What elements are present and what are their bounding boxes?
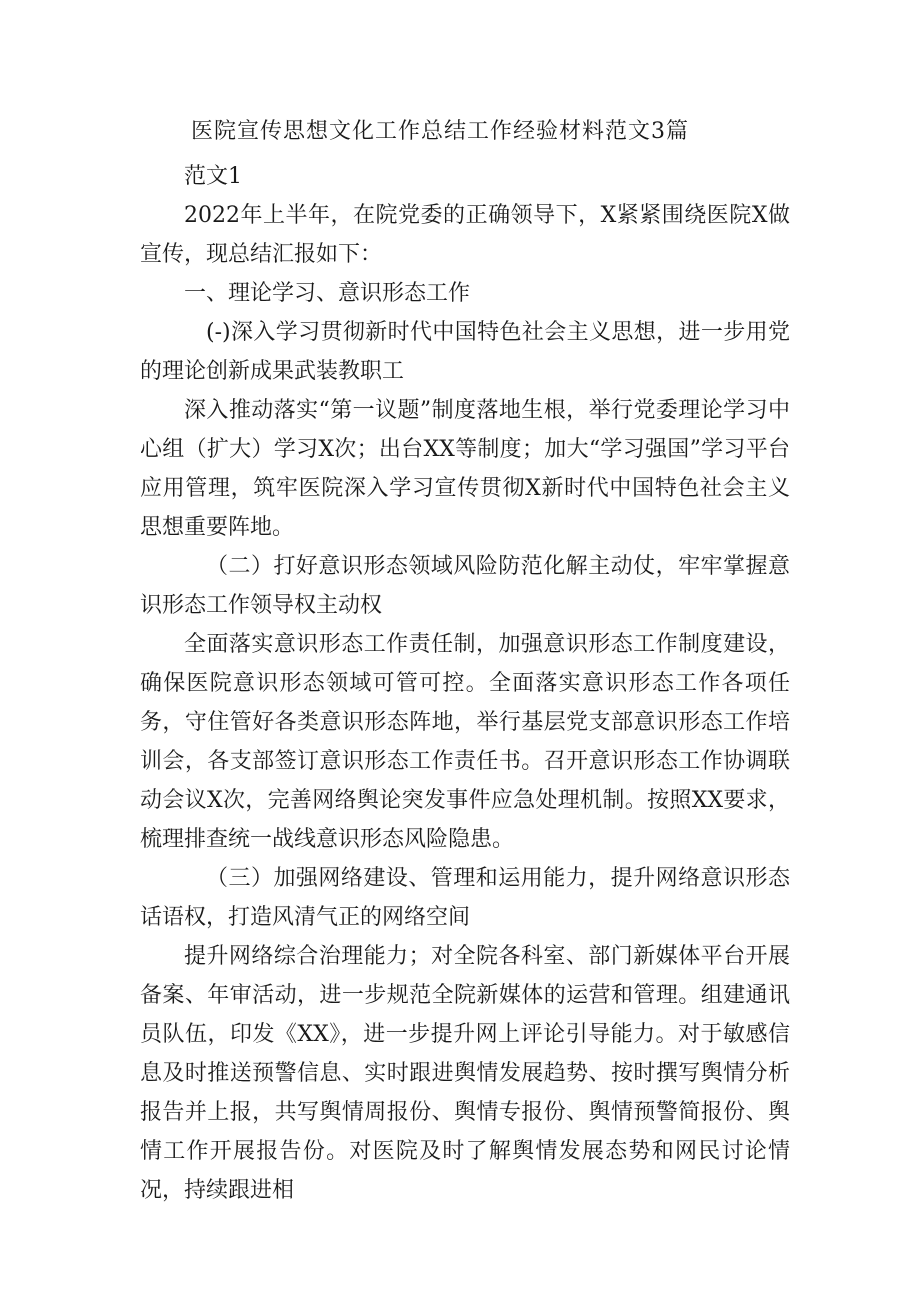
paragraph-network-governance: 提升网络综合治理能力；对全院各科室、部门新媒体平台开展备案、年审活动，进一步规范全院新媒体的运营和管理。组建通讯员队伍，印发《XX》，进一步提升网上评论引导能力。对于敏感信息及时推送预警信息、实时跟进舆情发展趋势、按时撰写舆情分析报告并上报，共写舆情周报份、舆情专报份、舆情预警简报份、舆情工作开展报告份。对医院及时了解舆情发展态势和网民讨论情况，持续跟进相 [140, 944, 790, 1203]
paragraph-ideology-responsibility: 全面落实意识形态工作责任制，加强意识形态工作制度建设，确保医院意识形态领域可管可控。全面落实意识形态工作各项任务，守住管好各类意识形态阵地，举行基层党支部意识形态工作培训会，各支部签订意识形态工作责任书。召开意识形态工作协调联动会议X次，完善网络舆论突发事件应急处理机制。按照XX要求，梳理排查统一战线意识形态风险隐患。 [140, 632, 790, 852]
document-title: 医院宣传思想文化工作总结工作经验材料范文3篇 [191, 119, 689, 144]
subheading-one: (-)深入学习贯彻新时代中国特色社会主义思想，进一步用党的理论创新成果武装教职工 [140, 320, 790, 384]
paragraph-first-agenda: 深入推动落实“第一议题”制度落地生根，举行党委理论学习中心组（扩大）学习X次；出台XX等制度；加大“学习强国”学习平台应用管理，筑牢医院深入学习宣传贯彻X新时代中国特色社会主义思想重要阵地。 [140, 398, 790, 540]
subheading-two: （二）打好意识形态领域风险防范化解主动仗，牢牢掌握意识形态工作领导权主动权 [140, 554, 790, 618]
document-body [140, 157, 790, 1210]
section-label: 范文1 [184, 164, 242, 189]
paragraph-intro: 2022年上半年，在院党委的正确领导下，X紧紧围绕医院X做宣传，现总结汇报如下： [140, 203, 790, 267]
heading-theory-ideology: 一、理论学习、意识形态工作 [184, 281, 471, 306]
subheading-three: （三）加强网络建设、管理和运用能力，提升网络意识形态话语权，打造风清气正的网络空间 [140, 866, 790, 930]
